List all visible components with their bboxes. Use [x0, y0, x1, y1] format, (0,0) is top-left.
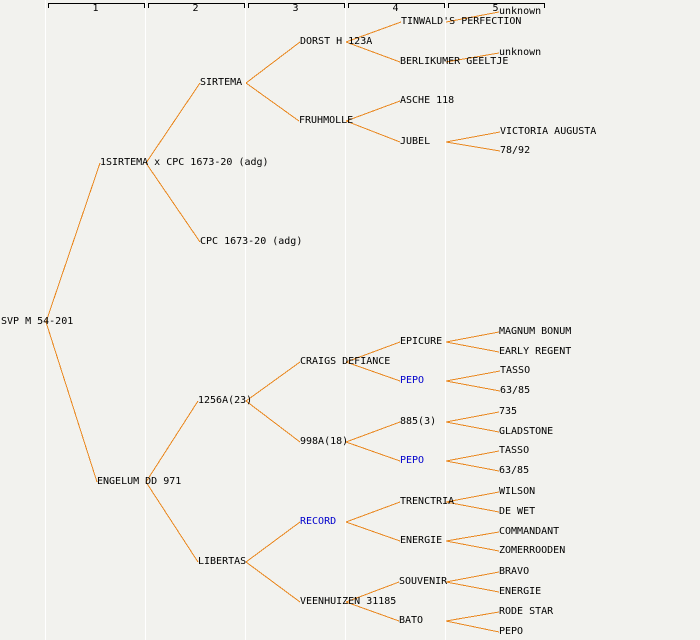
tree-edge: [346, 522, 400, 541]
generation-number: 4: [392, 3, 399, 14]
tree-edge: [446, 342, 499, 352]
tree-node-magnum-bonum: MAGNUM BONUM: [499, 326, 572, 337]
tree-edge: [346, 502, 400, 522]
tree-edge: [446, 371, 500, 381]
tree-node-energie-2: ENERGIE: [499, 586, 542, 597]
tree-node-wilson: WILSON: [499, 486, 536, 497]
tree-node-885-3: 885(3): [400, 416, 437, 427]
tree-edge: [246, 522, 300, 562]
tree-node-998a-18: 998A(18): [300, 436, 349, 447]
tree-edge: [446, 381, 500, 391]
tree-node-zomerrooden: ZOMERROODEN: [499, 545, 566, 556]
tree-node-gladstone: GLADSTONE: [499, 426, 554, 437]
tree-edge: [246, 42, 300, 83]
tree-edge: [146, 83, 200, 163]
tree-edge: [446, 621, 499, 632]
tree-edge: [446, 142, 500, 151]
tree-node-fruhmolle: FRUHMOLLE: [299, 115, 354, 126]
tree-node-63-85-1: 63/85: [500, 385, 531, 396]
tree-node-rode-star: RODE STAR: [499, 606, 554, 617]
tree-node-pepo-2[interactable]: PEPO: [400, 455, 425, 466]
tree-edge: [446, 422, 499, 432]
tree-edge: [446, 541, 499, 551]
tree-edge: [246, 362, 300, 401]
tree-node-de-wet: DE WET: [499, 506, 536, 517]
tree-edge: [246, 401, 300, 442]
tree-edge: [346, 121, 400, 142]
tree-node-libertas: LIBERTAS: [198, 556, 247, 567]
tree-node-souvenir: SOUVENIR: [399, 576, 448, 587]
tree-node-victoria: VICTORIA AUGUSTA: [500, 126, 597, 137]
tree-edge: [146, 401, 198, 482]
tree-edge: [446, 612, 499, 621]
tree-edge: [446, 132, 500, 142]
tree-edge: [446, 461, 499, 471]
tree-edge: [146, 163, 200, 242]
tree-node-early-regent: EARLY REGENT: [499, 346, 572, 357]
tree-edge: [46, 322, 97, 482]
tree-edge: [46, 163, 100, 322]
tree-edge: [246, 562, 300, 602]
tree-node-engelum: ENGELUM DD 971: [97, 476, 182, 487]
generation-number: 5: [492, 3, 499, 14]
tree-node-tasso-2: TASSO: [499, 445, 530, 456]
tree-edge: [446, 451, 499, 461]
tree-edge: [446, 412, 499, 422]
tree-edge: [146, 482, 198, 562]
tree-node-epicure: EPICURE: [400, 336, 443, 347]
tree-node-trenctria: TRENCTRIA: [400, 496, 455, 507]
tree-node-cpc-1673-20: CPC 1673-20 (adg): [200, 236, 303, 247]
tree-node-bravo: BRAVO: [499, 566, 530, 577]
tree-node-sirtema: SIRTEMA: [200, 77, 243, 88]
tree-node-unknown-1: unknown: [499, 6, 542, 17]
tree-edge: [446, 572, 499, 582]
tree-node-tasso-1: TASSO: [500, 365, 531, 376]
tree-node-berlikumer: BERLIKUMER GEELTJE: [400, 56, 509, 67]
tree-node-tinwald: TINWALD'S PERFECTION: [401, 16, 522, 27]
tree-node-craigs-defiance: CRAIGS DEFIANCE: [300, 356, 391, 367]
tree-edge: [346, 422, 400, 442]
tree-edge: [246, 83, 299, 121]
generation-number: 1: [92, 3, 99, 14]
tree-node-pepo-3: PEPO: [499, 626, 524, 637]
tree-edge: [446, 532, 499, 541]
tree-node-jubel: JUBEL: [400, 136, 431, 147]
tree-node-asche-118: ASCHE 118: [400, 95, 455, 106]
generation-number: 3: [292, 3, 299, 14]
tree-edge: [446, 332, 499, 342]
tree-node-63-85-2: 63/85: [499, 465, 530, 476]
tree-node-bato: BATO: [399, 615, 424, 626]
tree-edge: [346, 101, 400, 121]
tree-node-78-92: 78/92: [500, 145, 531, 156]
tree-node-veenhuizen: VEENHUIZEN 31185: [300, 596, 397, 607]
tree-edge: [346, 442, 400, 461]
generation-number: 2: [192, 3, 199, 14]
tree-node-energie-1: ENERGIE: [400, 535, 443, 546]
tree-node-pepo-1[interactable]: PEPO: [400, 375, 425, 386]
tree-node-root: SVP M 54-201: [1, 316, 74, 327]
tree-node-commandant: COMMANDANT: [499, 526, 560, 537]
tree-node-sirtema-cross: 1SIRTEMA x CPC 1673-20 (adg): [100, 157, 269, 168]
tree-node-1256a-23: 1256A(23): [198, 395, 253, 406]
tree-edge: [446, 582, 499, 592]
tree-node-record[interactable]: RECORD: [300, 516, 337, 527]
tree-node-unknown-2: unknown: [499, 47, 542, 58]
tree-node-735: 735: [499, 406, 518, 417]
tree-node-dorst-h-123a: DORST H 123A: [300, 36, 373, 47]
